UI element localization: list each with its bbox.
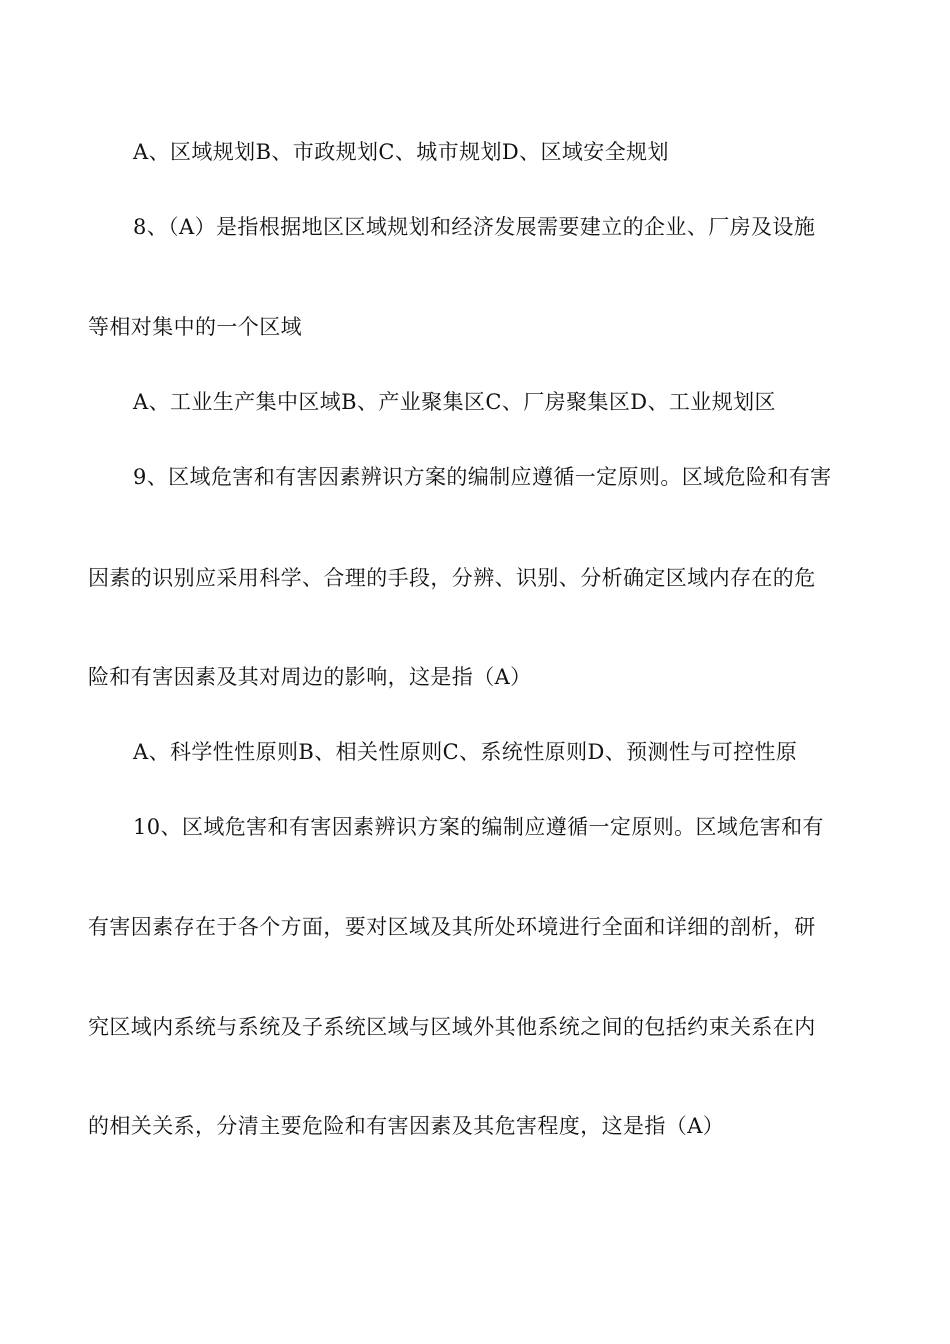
q9-stem-line-2: 因素的识别应采用科学、合理的手段，分辨、识别、分析确定区域内存在的危	[88, 566, 816, 590]
q10-stem-line-3: 究区域内系统与系统及子系统区域与区域外其他系统之间的包括约束关系在内	[88, 1015, 816, 1039]
q9-stem-line-1: 9、区域危害和有害因素辨识方案的编制应遵循一定原则。区域危险和有害	[133, 465, 832, 489]
q8-options: A、工业生产集中区域B、产业聚集区C、厂房聚集区D、工业规划区	[133, 390, 776, 414]
q9-stem-line-3: 险和有害因素及其对周边的影响，这是指（A）	[88, 665, 532, 689]
q10-stem-line-4: 的相关关系，分清主要危险和有害因素及其危害程度，这是指（A）	[88, 1114, 725, 1138]
q10-stem-line-2: 有害因素存在于各个方面，要对区域及其所处环境进行全面和详细的剖析，研	[88, 915, 816, 939]
q8-stem-line-1: 8、（A）是指根据地区区域规划和经济发展需要建立的企业、厂房及设施	[133, 215, 816, 239]
q7-options: A、区域规划B、市政规划C、城市规划D、区域安全规划	[133, 140, 669, 164]
q9-options: A、科学性性原则B、相关性原则C、系统性原则D、预测性与可控性原	[133, 740, 798, 764]
q10-stem-line-1: 10、区域危害和有害因素辨识方案的编制应遵循一定原则。区域危害和有	[133, 815, 824, 839]
q8-stem-line-2: 等相对集中的一个区域	[88, 315, 302, 339]
